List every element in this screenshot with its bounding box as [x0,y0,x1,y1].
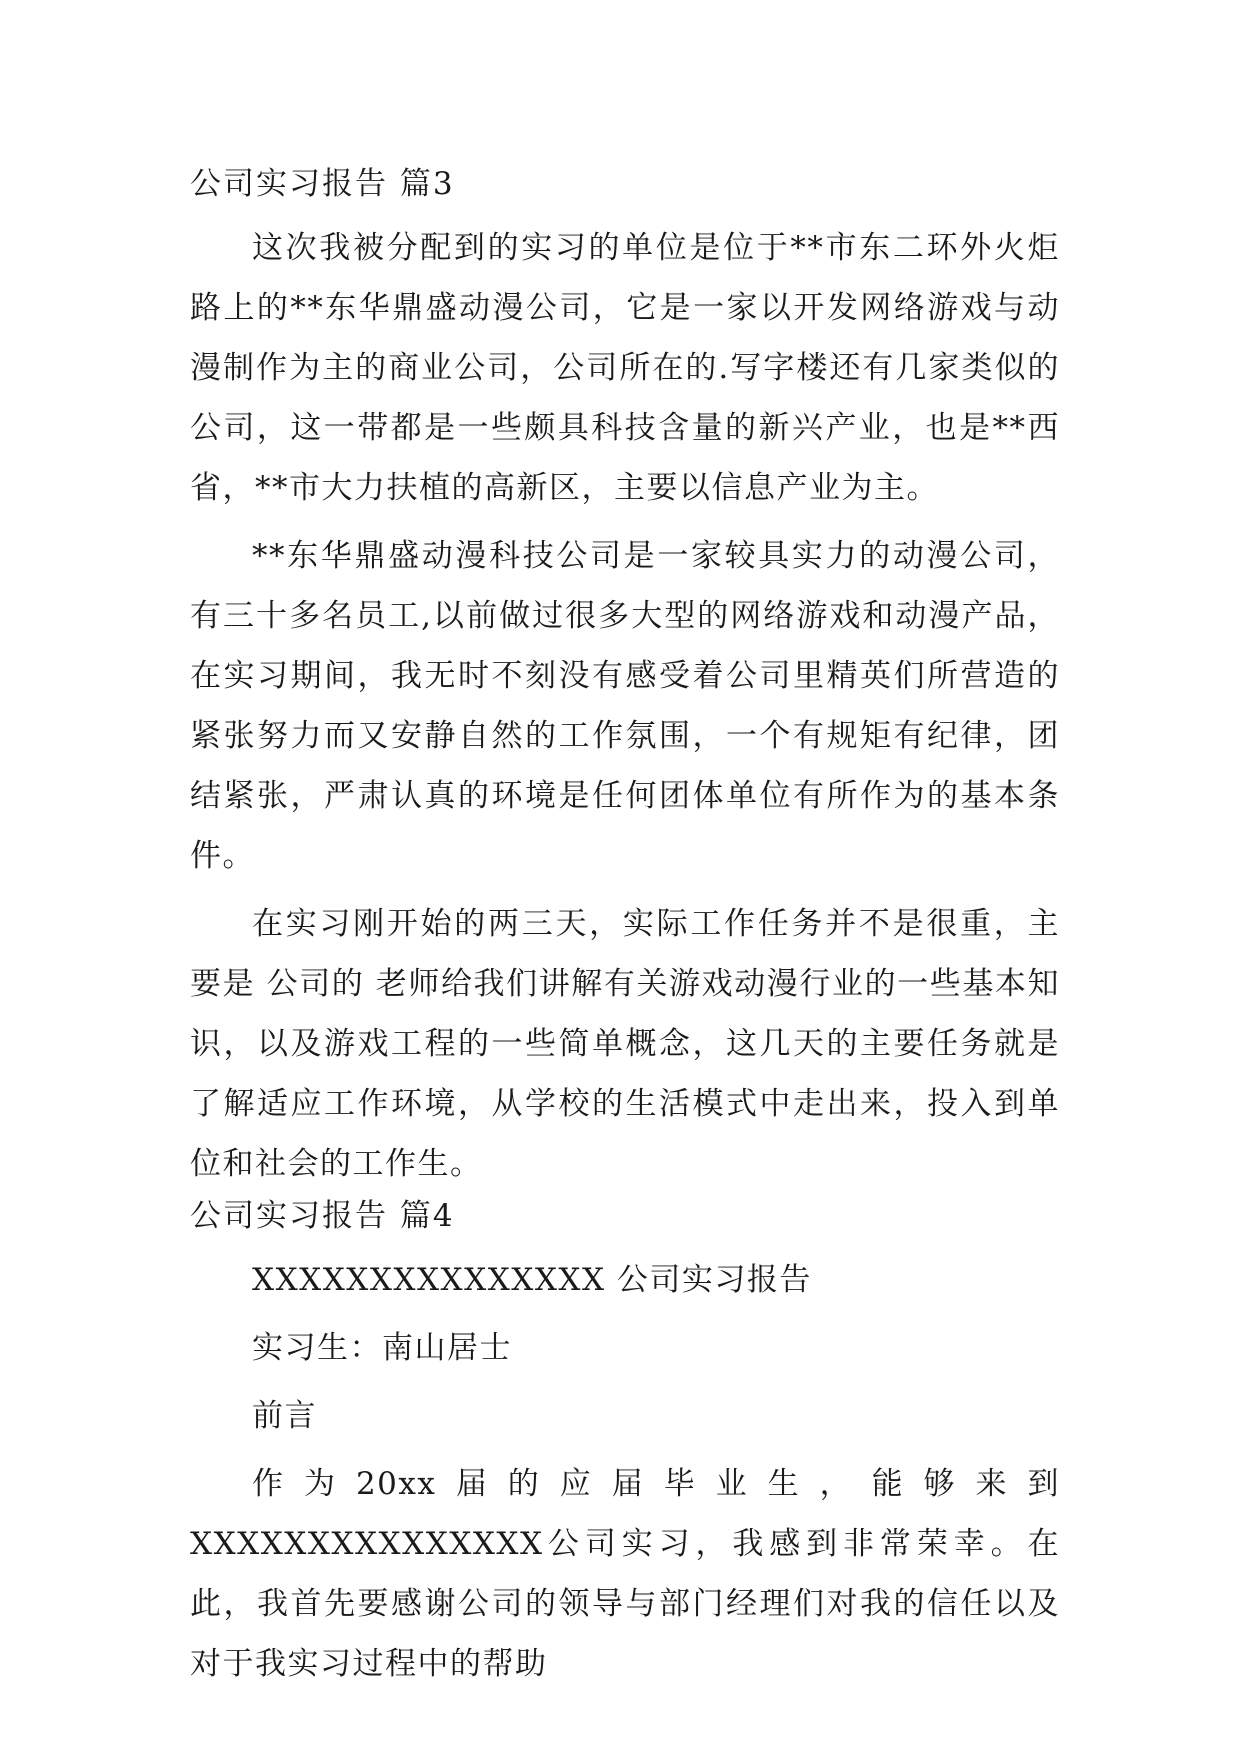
paragraph: **东华鼎盛动漫科技公司是一家较具实力的动漫公司，有三十多名员工,以前做过很多大型的网络游戏和动漫产品，在实习期间，我无时不刻没有感受着公司里精英们所营造的紧张努力而又安静自然的工作氛围，一个有规矩有纪律，团结紧张，严肃认真的环境是任何团体单位有所作为的基本条件。 [190,538,1060,874]
paragraph: 作为20xx届的应届毕业生，能够来到XXXXXXXXXXXXXXX公司实习，我感到非常荣幸。在此，我首先要感谢公司的领导与部门经理们对我的信任以及对于我实习过程中的帮助 [190,1466,1060,1682]
preface-label: 前言 [252,1398,317,1434]
section-heading-3: 公司实习报告 篇3 [190,166,455,202]
paragraph: 在实习刚开始的两三天，实际工作任务并不是很重，主要是 公司的 老师给我们讲解有关游戏动漫行业的一些基本知识，以及游戏工程的一些简单概念，这几天的主要任务就是了解适应工作环境，从学校的生活模式中走出来，投入到单位和社会的工作生。 [190,906,1060,1182]
section-heading-4: 公司实习报告 篇4 [190,1198,455,1234]
document-page [190,160,1060,1702]
paragraph: 这次我被分配到的实习的单位是位于**市东二环外火炬路上的**东华鼎盛动漫公司，它是一家以开发网络游戏与动漫制作为主的商业公司，公司所在的.写字楼还有几家类似的公司，这一带都是一些颇具科技含量的新兴产业，也是**西省，**市大力扶植的高新区，主要以信息产业为主。 [190,230,1060,506]
intern-line: 实习生：南山居士 [252,1330,512,1366]
report-title: XXXXXXXXXXXXXXX 公司实习报告 [252,1262,812,1298]
